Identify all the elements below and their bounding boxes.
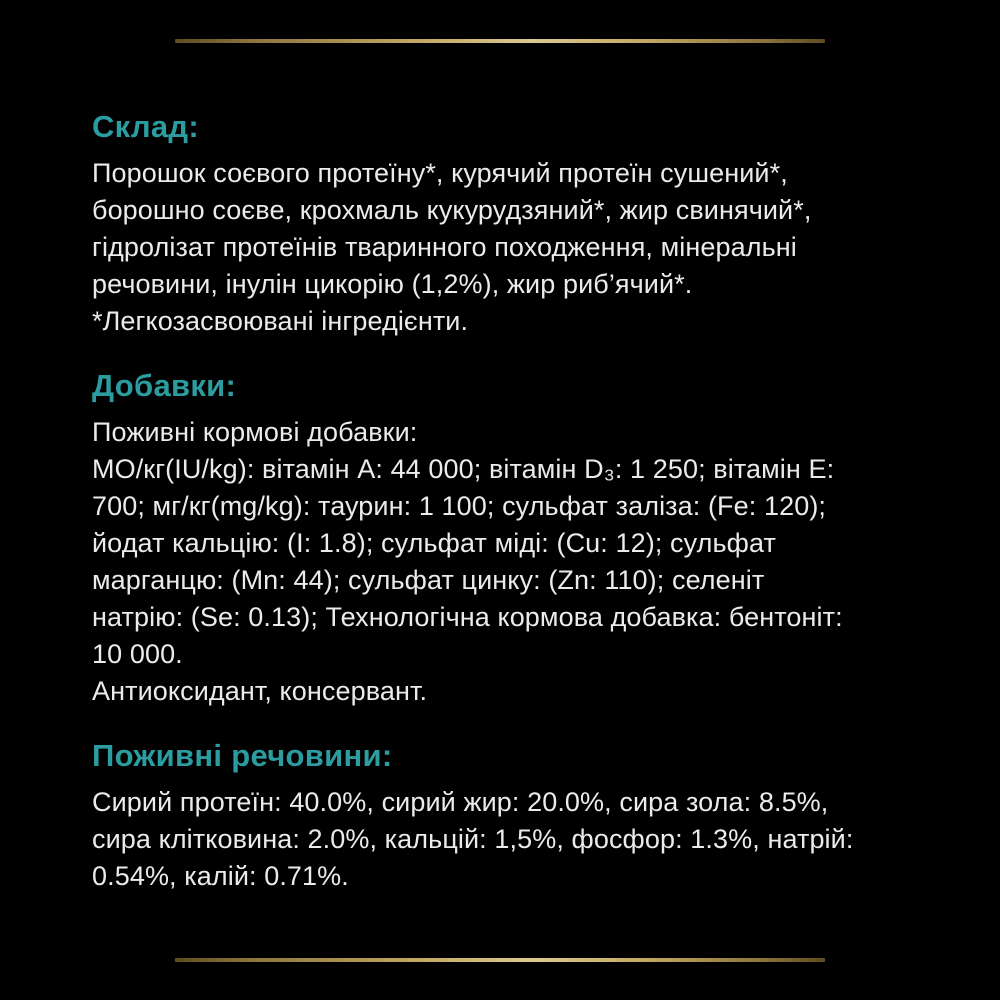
composition-line: Порошок соєвого протеїну*, курячий протеїн сушений*, bbox=[92, 158, 788, 188]
nutrients-line: сира клітковина: 2.0%, кальцій: 1,5%, фосфор: 1.3%, натрій: bbox=[92, 824, 854, 854]
composition-line: борошно соєве, крохмаль кукурудзяний*, жир свинячий*, bbox=[92, 195, 812, 225]
composition-footnote: *Легкозасвоювані інгредієнти. bbox=[92, 306, 469, 336]
nutrients-heading: Поживні речовини: bbox=[92, 738, 393, 773]
additives-heading: Добавки: bbox=[92, 368, 237, 403]
additives-line: 10 000. bbox=[92, 639, 183, 669]
additives-line: йодат кальцію: (I: 1.8); сульфат міді: (Cu: 12); сульфат bbox=[92, 528, 776, 558]
label-content bbox=[92, 108, 972, 922]
section-nutrients bbox=[92, 737, 972, 895]
bottom-divider-rule bbox=[175, 958, 825, 962]
additives-line: натрію: (Se: 0.13); Технологічна кормова добавка: бентоніт: bbox=[92, 602, 843, 632]
composition-line: гідролізат протеїнів тваринного походження, мінеральні bbox=[92, 232, 797, 262]
section-additives bbox=[92, 367, 972, 710]
top-divider-rule bbox=[175, 39, 825, 43]
section-composition bbox=[92, 108, 972, 340]
additives-line: Поживні кормові добавки: bbox=[92, 417, 418, 447]
composition-heading: Склад: bbox=[92, 109, 200, 144]
composition-line: речовини, інулін цикорію (1,2%), жир риб’ячий*. bbox=[92, 269, 693, 299]
nutrients-line: Сирий протеїн: 40.0%, сирий жир: 20.0%, сира зола: 8.5%, bbox=[92, 787, 829, 817]
additives-line: марганцю: (Mn: 44); сульфат цинку: (Zn: 110); селеніт bbox=[92, 565, 765, 595]
nutrients-line: 0.54%, калій: 0.71%. bbox=[92, 861, 349, 891]
additives-line: МО/кг(IU/kg): вітамін A: 44 000; вітамін D₃: 1 250; вітамін E: bbox=[92, 454, 835, 484]
additives-line: Антиоксидант, консервант. bbox=[92, 676, 428, 706]
additives-line: 700; мг/кг(mg/kg): таурин: 1 100; сульфат заліза: (Fe: 120); bbox=[92, 491, 827, 521]
